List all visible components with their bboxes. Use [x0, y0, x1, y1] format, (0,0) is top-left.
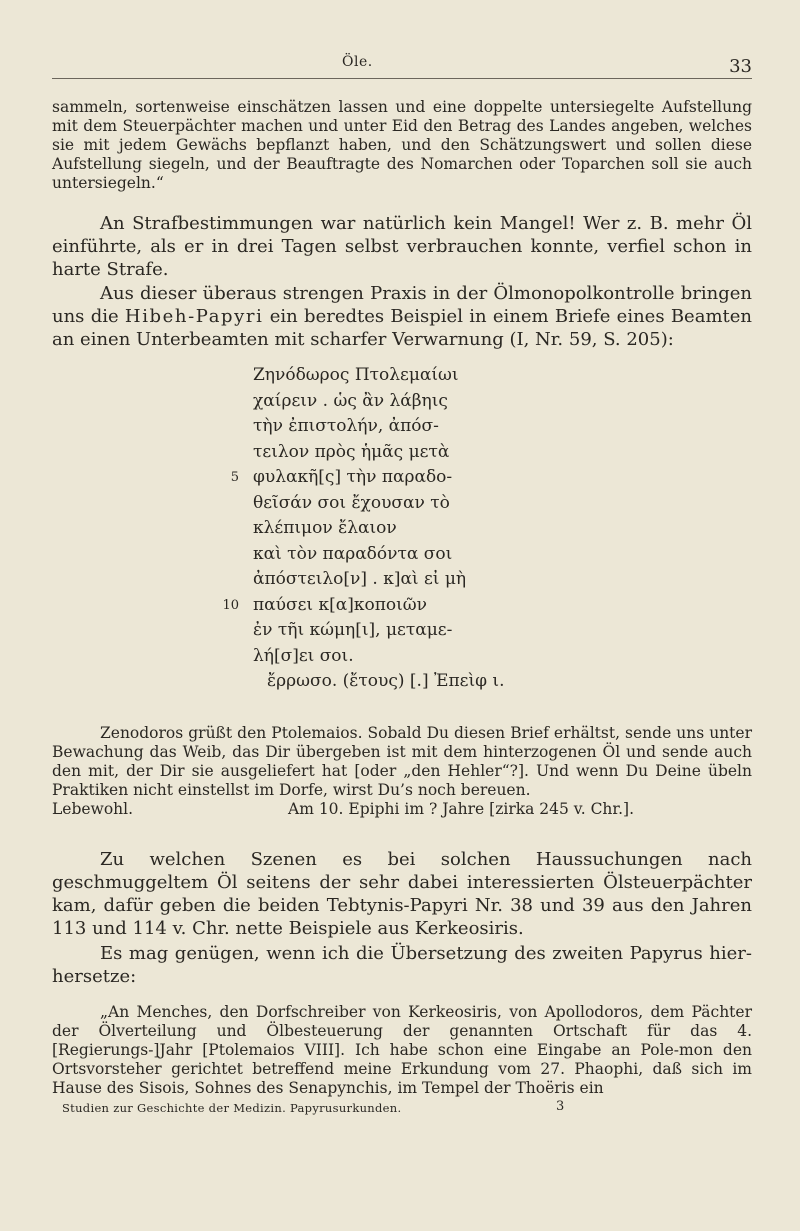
footer-sheet-number: 3 [556, 1099, 565, 1114]
greek-line-number: 10 [222, 597, 239, 613]
greek-line [215, 414, 575, 440]
greek-line [215, 363, 575, 389]
paragraph-2-text: An Strafbestimmungen war natürlich kein Mangel! Wer z. B. mehr Öl einführte, als er in drei Tagen selbst verbrauchen konnte, verfiel schon in harte Strafe. [52, 213, 752, 280]
paragraph-3-after: ein beredtes Beispiel in einem Briefe eines Beamten an einen Unterbeamten mit scharfer Verwarnung (I, Nr. 59, S. 205): [52, 306, 752, 350]
greek-line-text: καὶ τὸν παραδόντα σοι [253, 543, 453, 564]
paragraph-3-before: Aus dieser überaus strengen Praxis in der Ölmonopolkontrolle bringen uns die [52, 283, 752, 327]
greek-line [215, 491, 575, 517]
greek-line-text: ἐν τῆι κώμη[ι], μεταμε- [253, 620, 453, 640]
greek-line-text: κλέπιμον ἔλαιον [253, 518, 397, 538]
greek-line [215, 567, 575, 593]
translation-block [52, 724, 752, 819]
greek-line-text: θεῖσάν σοι ἔχουσαν τὸ [253, 492, 450, 513]
greek-line [215, 542, 575, 568]
greek-line [215, 593, 575, 619]
footer-series: Studien zur Geschichte der Medizin. Papyrusurkunden. [62, 1101, 402, 1115]
greek-line [215, 516, 575, 542]
greek-line [215, 465, 575, 491]
paragraph-2 [52, 212, 752, 281]
paragraph-6-text: „An Menches, den Dorfschreiber von Kerkeosiris, von Apollodoros, dem Pächter der Ölverteilung und Ölbesteuerung der genannten Ortschaft für das 4. [Regierungs-]Jahr [Ptolemaios VIII]. Ich habe schon eine Eingabe an Pole-mon den Ortsvorsteher gerichtet betreffend meine Erkundung vom 27. Phaophi, daß sich im Hause des Sisois, Sohnes des Senapynchis, im Tempel der Thoëris ein [52, 1003, 752, 1097]
greek-line-text: τειλον πρὸς ἡμᾶς μετὰ [253, 441, 450, 462]
greek-line-text: τὴν ἐπιστολήν, ἀπόσ- [253, 416, 439, 436]
running-header [52, 52, 752, 79]
greek-line [215, 440, 575, 466]
page-number: 33 [729, 56, 752, 77]
paragraph-3-text [52, 282, 752, 351]
paragraph-3 [52, 282, 752, 351]
translation-date: Am 10. Epiphi im ? Jahre [zirka 245 v. Chr.]. [288, 800, 635, 818]
greek-line-text: χαίρειν . ὡς ἂν λάβηις [253, 390, 448, 411]
translation-farewell: Lebewohl. [52, 800, 134, 818]
greek-line [215, 618, 575, 644]
greek-line-text: φυλακῆ[ς] τὴν παραδο- [253, 467, 453, 487]
greek-line-text: λή[σ]ει σοι. [253, 645, 354, 666]
greek-line-text: Ζηνόδωρος Πτολεμαίωι [253, 365, 459, 385]
paragraph-4-text: Zu welchen Szenen es bei solchen Haussuchungen nach geschmuggeltem Öl seitens der sehr dabei interessierten Ölsteuerpächter kam, dafür geben die beiden Tebtynis-Papyri Nr. 38 und 39 aus den Jahren 113 und 114 v. Chr. nette Beispiele aus Kerkeosiris. [52, 849, 752, 939]
translation-closing [52, 800, 752, 819]
greek-line-text: ἀπόστειλο[ν] . κ]αὶ εἰ μὴ [253, 569, 467, 589]
greek-line [215, 644, 575, 670]
paragraph-4 [52, 848, 752, 940]
greek-line [215, 669, 575, 695]
paragraph-1 [52, 98, 752, 193]
greek-line [215, 389, 575, 415]
paragraph-5-text: Es mag genügen, wenn ich die Übersetzung des zweiten Papyrus hier-hersetze: [52, 943, 752, 987]
running-title: Öle. [342, 54, 373, 70]
translation-text: Zenodoros grüßt den Ptolemaios. Sobald Du diesen Brief erhältst, sende uns unter Bewachung das Weib, das Dir übergeben ist mit dem hinterzogenen Öl und sende auch den mit, der Dir sie ausgeliefert hat [oder „den Hehler“?]. Und wenn Du Deine übeln Praktiken nicht einstellst im Dorfe, wirst Du’s noch bereuen. [52, 724, 752, 799]
paragraph-6 [52, 1003, 752, 1098]
greek-line-text: παύσει κ[α]κοποιῶν [253, 594, 427, 615]
paragraph-1-text: sammeln, sortenweise einschätzen lassen und eine doppelte untersiegelte Aufstellung mit dem Steuerpächter machen und unter Eid den Betrag des Landes angeben, welches sie mit jedem Gewächs bepflanzt haben, und den Schätzungswert und sollen diese Aufstellung siegeln, und der Beauftragte des Nomarchen oder Toparchen soll sie auch untersiegeln.“ [52, 98, 752, 192]
greek-line-text: ἔρρωσο. (ἔτους) [.] Ἐπεὶφ ι. [267, 671, 505, 691]
greek-line-number: 5 [230, 470, 239, 485]
paragraph-5 [52, 942, 752, 988]
hibeh-papyri-term: Hibeh-Papyri [124, 306, 264, 327]
greek-papyrus-text [215, 363, 575, 695]
